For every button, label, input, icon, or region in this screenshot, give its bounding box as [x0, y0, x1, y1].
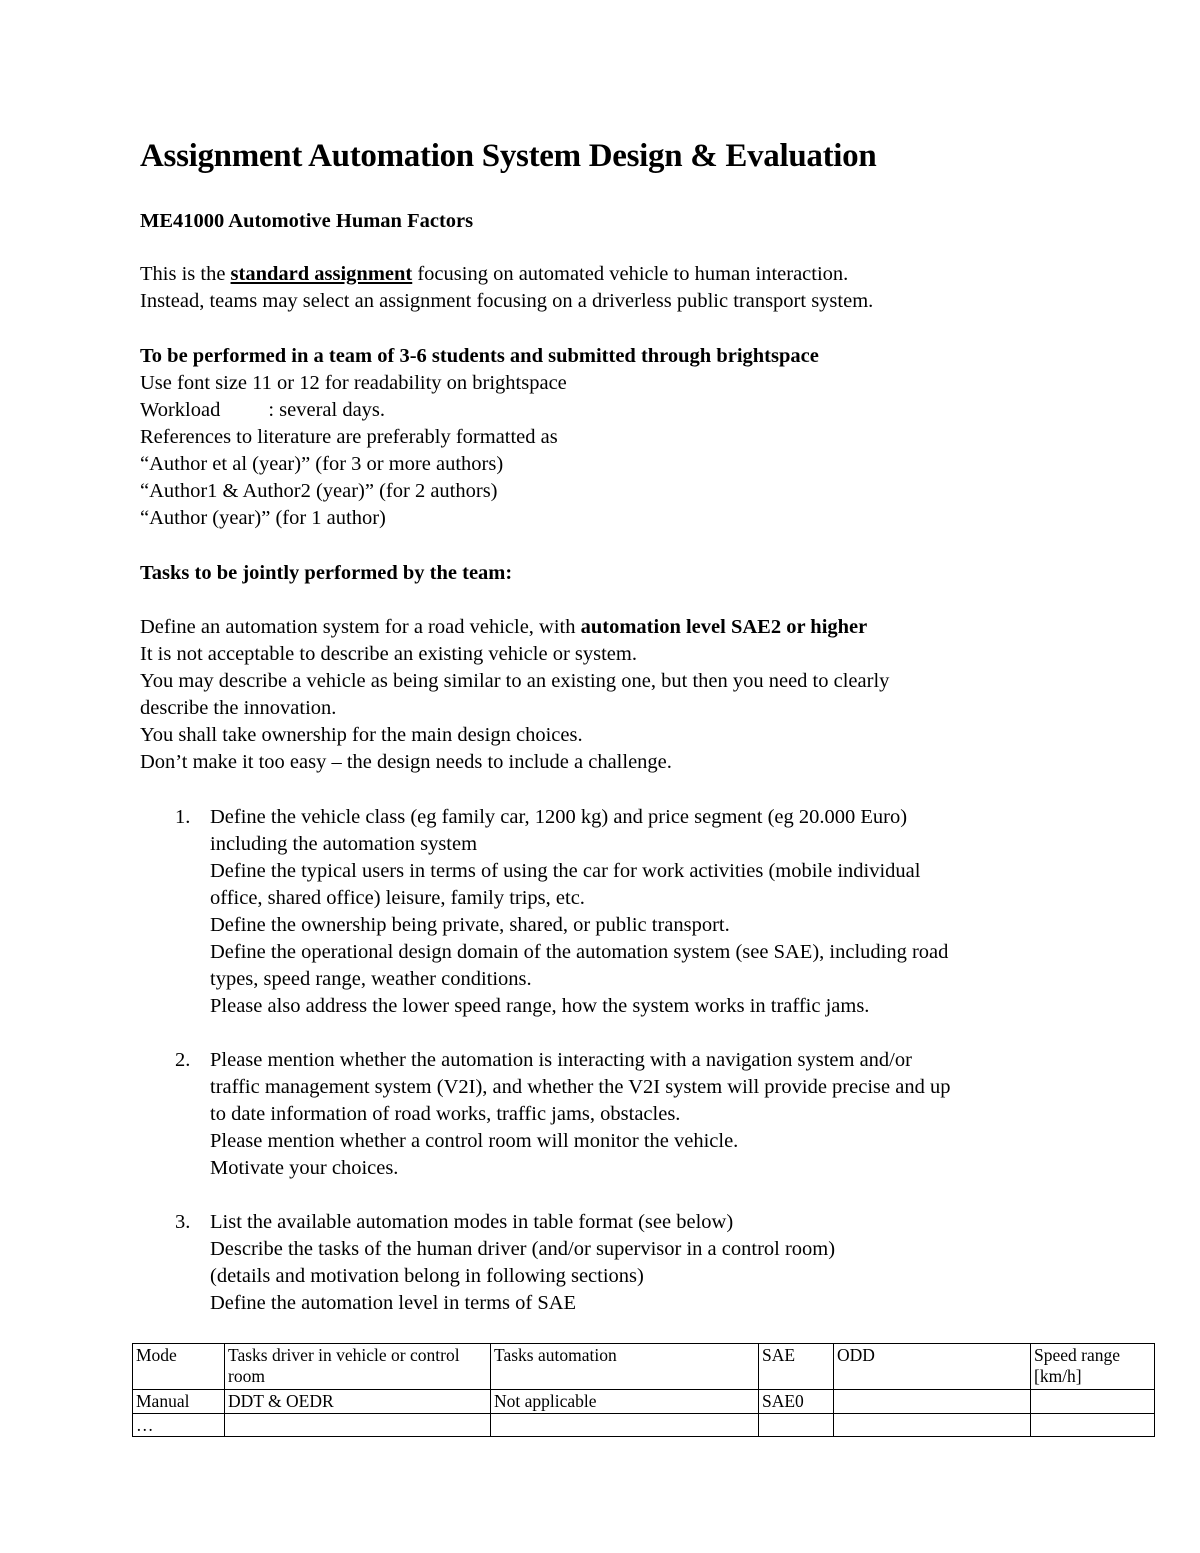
- list-item-1-line: types, speed range, weather conditions.: [210, 968, 532, 990]
- standard-assignment-emphasis: standard assignment: [230, 263, 413, 285]
- reference-format-3: “Author (year)” (for 1 author): [140, 507, 386, 529]
- list-item-3-line: Describe the tasks of the human driver (and/or supervisor in a control room): [210, 1238, 836, 1260]
- table-cell: [225, 1414, 491, 1437]
- list-item-1-line: Define the operational design domain of the automation system (see SAE), including road: [210, 941, 949, 963]
- table-cell: Manual: [133, 1390, 225, 1414]
- document-title: Assignment Automation System Design & Evaluation: [140, 138, 877, 174]
- intro-suffix: focusing on automated vehicle to human interaction.: [412, 263, 849, 285]
- font-size-note: Use font size 11 or 12 for readability on brightspace: [140, 372, 567, 394]
- intro-prefix: This is the: [140, 263, 231, 285]
- define-line-5: You shall take ownership for the main design choices.: [140, 724, 583, 746]
- list-item-2-line: Please mention whether a control room will monitor the vehicle.: [210, 1130, 739, 1152]
- table-row: [133, 1390, 1155, 1414]
- workload-line: [140, 397, 385, 424]
- workload-value: : several days.: [268, 399, 386, 421]
- intro-line-1: [140, 261, 848, 288]
- define-prefix: Define an automation system for a road vehicle, with: [140, 616, 581, 638]
- table-header-cell: Speed range [km/h]: [1031, 1344, 1155, 1390]
- table-cell: [759, 1414, 834, 1437]
- list-number-1: 1.: [175, 806, 191, 828]
- list-item-2-line: to date information of road works, traffic jams, obstacles.: [210, 1103, 681, 1125]
- list-number-2: 2.: [175, 1049, 191, 1071]
- automation-modes-table: [132, 1343, 1155, 1437]
- define-line-4: describe the innovation.: [140, 697, 337, 719]
- table-cell: [491, 1414, 759, 1437]
- list-item-2-line: traffic management system (V2I), and whether the V2I system will provide precise and up: [210, 1076, 951, 1098]
- workload-label: Workload: [140, 399, 221, 421]
- list-item-1-line: including the automation system: [210, 833, 478, 855]
- define-line-1: [140, 614, 867, 641]
- define-line-6: Don’t make it too easy – the design needs to include a challenge.: [140, 751, 672, 773]
- list-item-1-line: Define the vehicle class (eg family car, 1200 kg) and price segment (eg 20.000 Euro): [210, 806, 908, 828]
- list-item-2-line: Motivate your choices.: [210, 1157, 399, 1179]
- list-number-3: 3.: [175, 1211, 191, 1233]
- intro-line-2: Instead, teams may select an assignment focusing on a driverless public transport system.: [140, 290, 874, 312]
- define-line-3: You may describe a vehicle as being similar to an existing one, but then you need to clearly: [140, 670, 890, 692]
- table-cell: DDT & OEDR: [225, 1390, 491, 1414]
- list-item-3-line: List the available automation modes in table format (see below): [210, 1211, 734, 1233]
- table-header-cell: Tasks driver in vehicle or control room: [225, 1344, 491, 1390]
- table-cell: [834, 1414, 1031, 1437]
- table-cell: [1031, 1390, 1155, 1414]
- table-cell: SAE0: [759, 1390, 834, 1414]
- reference-format-2: “Author1 & Author2 (year)” (for 2 authors): [140, 480, 498, 502]
- table-header-cell: Tasks automation: [491, 1344, 759, 1390]
- list-item-3-line: Define the automation level in terms of SAE: [210, 1292, 577, 1314]
- table-header-cell: SAE: [759, 1344, 834, 1390]
- table-row: [133, 1414, 1155, 1437]
- list-item-1-line: office, shared office) leisure, family trips, etc.: [210, 887, 585, 909]
- table-cell: [834, 1390, 1031, 1414]
- reference-format-1: “Author et al (year)” (for 3 or more authors): [140, 453, 504, 475]
- list-item-3-line: (details and motivation belong in following sections): [210, 1265, 644, 1287]
- list-item-1-line: Define the ownership being private, shared, or public transport.: [210, 914, 730, 936]
- tasks-heading: Tasks to be jointly performed by the team:: [140, 562, 513, 584]
- define-line-2: It is not acceptable to describe an existing vehicle or system.: [140, 643, 637, 665]
- requirements-heading: To be performed in a team of 3-6 students and submitted through brightspace: [140, 345, 819, 367]
- references-note: References to literature are preferably formatted as: [140, 426, 558, 448]
- table-cell: Not applicable: [491, 1390, 759, 1414]
- list-item-2-line: Please mention whether the automation is interacting with a navigation system and/or: [210, 1049, 912, 1071]
- table-cell: …: [133, 1414, 225, 1437]
- table-cell: [1031, 1414, 1155, 1437]
- table-header-cell: ODD: [834, 1344, 1031, 1390]
- automation-level-emphasis: automation level SAE2 or higher: [580, 616, 868, 638]
- table-header-row: [133, 1344, 1155, 1390]
- table-header-cell: Mode: [133, 1344, 225, 1390]
- list-item-1-line: Define the typical users in terms of using the car for work activities (mobile individual: [210, 860, 921, 882]
- course-title: ME41000 Automotive Human Factors: [140, 210, 474, 232]
- list-item-1-line: Please also address the lower speed range, how the system works in traffic jams.: [210, 995, 870, 1017]
